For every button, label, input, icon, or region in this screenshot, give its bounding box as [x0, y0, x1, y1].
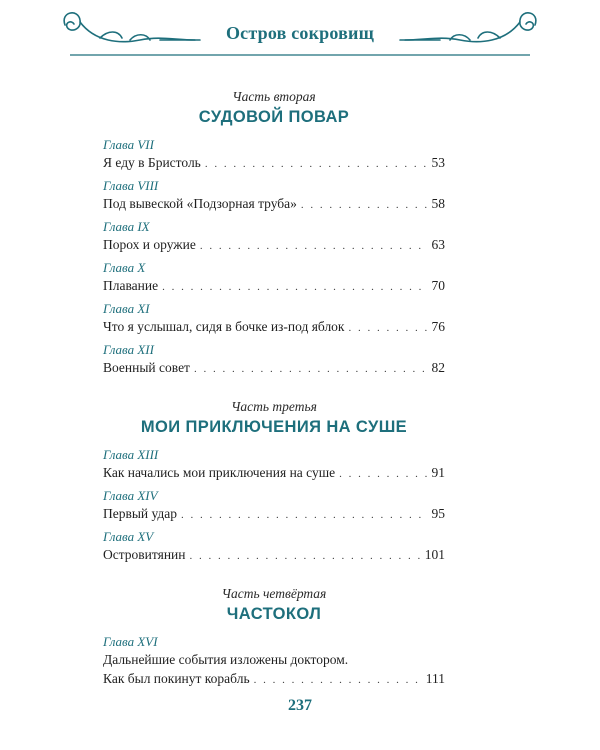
toc-entry: [103, 528, 445, 566]
chapter-label: Глава XIV: [103, 488, 158, 503]
part-label: Часть третья: [231, 399, 317, 414]
leader-dots: [181, 506, 427, 525]
page-ref: 101: [424, 547, 445, 562]
part-title: СУДОВОЙ ПОВАР: [198, 108, 350, 126]
toc-row: [103, 545, 445, 566]
chapter-title: Как был покинут корабль: [103, 671, 250, 686]
page-ref: 82: [431, 360, 445, 375]
toc-row: [103, 153, 445, 174]
leader-dots: [301, 196, 427, 215]
toc-row: [103, 194, 445, 215]
chapter-label: Глава XVI: [103, 634, 158, 649]
part-title: ЧАСТОКОЛ: [226, 605, 322, 623]
page-ref: 111: [425, 671, 445, 686]
leader-dots: [339, 465, 427, 484]
toc-row: [103, 317, 445, 338]
leader-dots: [205, 155, 427, 174]
chapter-title: Я еду в Бристоль: [103, 155, 201, 170]
part-title: МОИ ПРИКЛЮЧЕНИЯ НА СУШЕ: [140, 418, 408, 436]
part-heading: [103, 88, 445, 128]
toc-entry: [103, 136, 445, 174]
toc-entry: [103, 218, 445, 256]
page-ref: 53: [431, 155, 445, 170]
chapter-label: Глава VII: [103, 137, 154, 152]
chapter-label: Глава XII: [103, 342, 154, 357]
chapter-title: Островитянин: [103, 547, 186, 562]
table-of-contents: [103, 88, 445, 693]
page-ref: 70: [431, 278, 445, 293]
leader-dots: [162, 278, 427, 297]
running-header: [0, 0, 600, 80]
book-title: Остров сокровищ: [225, 23, 375, 43]
chapter-title-line: Дальнейшие события изложены доктором.: [103, 652, 349, 667]
page-ref: 91: [431, 465, 445, 480]
chapter-label: Глава XIII: [103, 447, 159, 462]
page-ref: 58: [431, 196, 445, 211]
toc-row: [103, 235, 445, 256]
chapter-label: Глава VIII: [103, 178, 159, 193]
leader-dots: [200, 237, 427, 256]
toc-entry: [103, 446, 445, 484]
chapter-label: Глава XV: [103, 529, 154, 544]
page-number: 237: [288, 697, 312, 714]
toc-entry: [103, 177, 445, 215]
chapter-label: Глава X: [103, 260, 146, 275]
leader-dots: [254, 671, 422, 690]
toc-row: [103, 504, 445, 525]
chapter-title: Под вывеской «Подзорная труба»: [103, 196, 297, 211]
toc-entry: [103, 487, 445, 525]
part-label: Часть четвёртая: [221, 586, 327, 601]
page-ref: 95: [431, 506, 445, 521]
chapter-title: Что я услышал, сидя в бочке из-под яблок: [103, 319, 345, 334]
toc-entry: [103, 300, 445, 338]
chapter-title: Порох и оружие: [103, 237, 196, 252]
part-label: Часть вторая: [232, 89, 316, 104]
chapter-title: Как начались мои приключения на суше: [103, 465, 336, 480]
chapter-title: Военный совет: [103, 360, 190, 375]
part-heading: [103, 585, 445, 625]
leader-dots: [348, 319, 427, 338]
page-ref: 63: [431, 237, 445, 252]
chapter-label: Глава IX: [103, 219, 150, 234]
toc-row: [103, 276, 445, 297]
leader-dots: [194, 360, 427, 379]
leader-dots: [190, 547, 421, 566]
toc-entry: [103, 633, 445, 690]
chapter-title: Первый удар: [103, 506, 178, 521]
toc-entry: [103, 259, 445, 297]
part-heading: [103, 398, 445, 438]
chapter-title: Плавание: [103, 278, 159, 293]
toc-entry: [103, 341, 445, 379]
toc-row: [103, 669, 445, 690]
page-ref: 76: [431, 319, 445, 334]
toc-row: [103, 358, 445, 379]
toc-row: [103, 463, 445, 484]
chapter-label: Глава XI: [103, 301, 150, 316]
